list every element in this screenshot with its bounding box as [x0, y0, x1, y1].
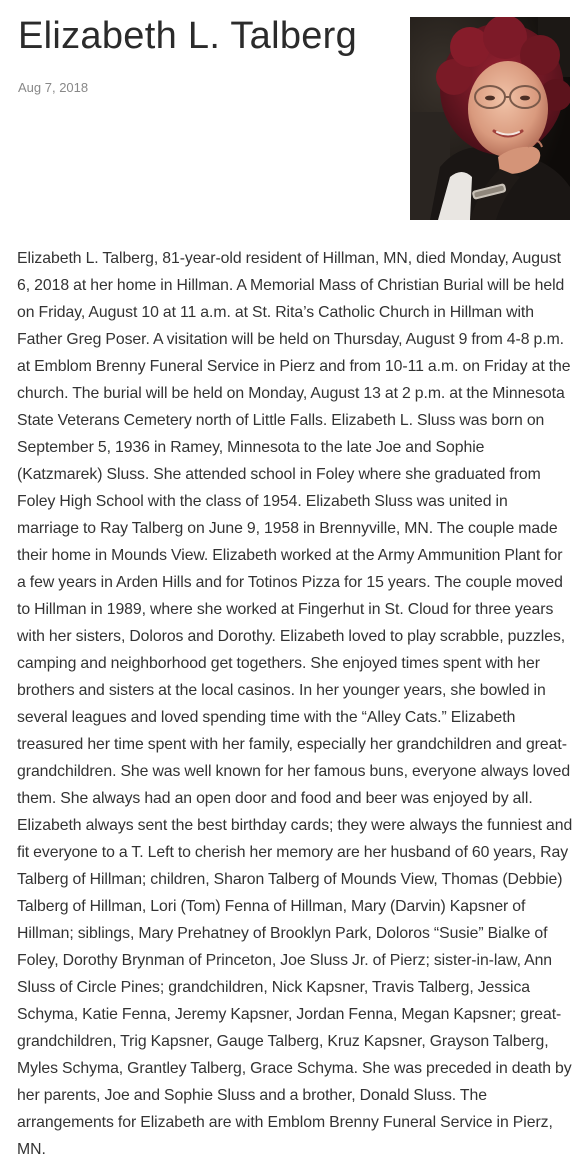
publish-date: Aug 7, 2018 — [18, 80, 89, 95]
obituary-text: Elizabeth L. Talberg, 81-year-old resident of Hillman, MN, died Monday, August 6, 2018 at her home in Hillman. A Memorial Mass of Christian Burial will be held on Friday, August 10 at 11 a.m. at St. Rita’s Catholic Church in Hillman with Father Greg Poser. A visitation will be held on Thursday, August 9 from 4-8 p.m. at Emblom Brenny Funeral Service in Pierz and from 10-11 a.m. on Friday at the church. The burial will be held on Monday, August 13 at 2 p.m. at the Minnesota State Veterans Cemetery north of Little Falls. Elizabeth L. Sluss was born on September 5, 1936 in Ramey, Minnesota to the late Joe and Sophie (Katzmarek) Sluss. She attended school in Foley where she graduated from Foley High School with the class of 1954. Elizabeth Sluss was united in marriage to Ray Talberg on June 9, 1958 in Brennyville, MN. The couple made their home in Mounds View. Elizabeth worked at the Army Ammunition Plant for a few years in Arden Hills and for Totinos Pizza for 15 years. The couple moved to Hillman in 1989, where she worked at Fingerhut in St. Cloud for three years with her sisters, Doloros and Dorothy. Elizabeth loved to play scrabble, puzzles, camping and neighborhood get togethers. She enjoyed times spent with her brothers and sisters at the local casinos. In her younger years, she bowled in several leagues and loved spending time with the “Alley Cats.” Elizabeth treasured her time spent with her family, especially her grandchildren and great-grandchildren. She was well known for her famous buns, everyone always loved them. She always had an open door and food and beer was enjoyed by all. Elizabeth always sent the best birthday cards; they were always the funniest and fit everyone to a T. Left to cherish her memory are her husband of 60 years, Ray Talberg of Hillman; children, Sharon Talberg of Mounds View, Thomas (Debbie) Talberg of Hillman, Lori (Tom) Fenna of Hillman, Mary (Darvin) Kapsner of Hillman; siblings, Mary Prehatney of Brooklyn Park, Doloros “Susie” Bialke of Foley, Dorothy Brynman of Princeton, Joe Sluss Jr. of Pierz; sister-in-law, Ann Sluss of Circle Pines; grandchildren, Nick Kapsner, Travis Talberg, Jessica Schyma, Katie Fenna, Jeremy Kapsner, Jordan Fenna, Megan Kapsner; great-grandchildren, Trig Kapsner, Gauge Talberg, Kruz Kapsner, Grayson Talberg, Myles Schyma, Grantley Talberg, Grace Schyma. She was preceded in death by her parents, Joe and Sophie Sluss and a brother, Donald Sluss. The arrangements for Elizabeth are with Emblom Brenny Funeral Service in Pierz, MN. — [17, 250, 573, 1158]
page-title: Elizabeth L. Talberg — [18, 15, 358, 57]
portrait-photo — [410, 17, 570, 220]
portrait-image — [410, 17, 570, 220]
